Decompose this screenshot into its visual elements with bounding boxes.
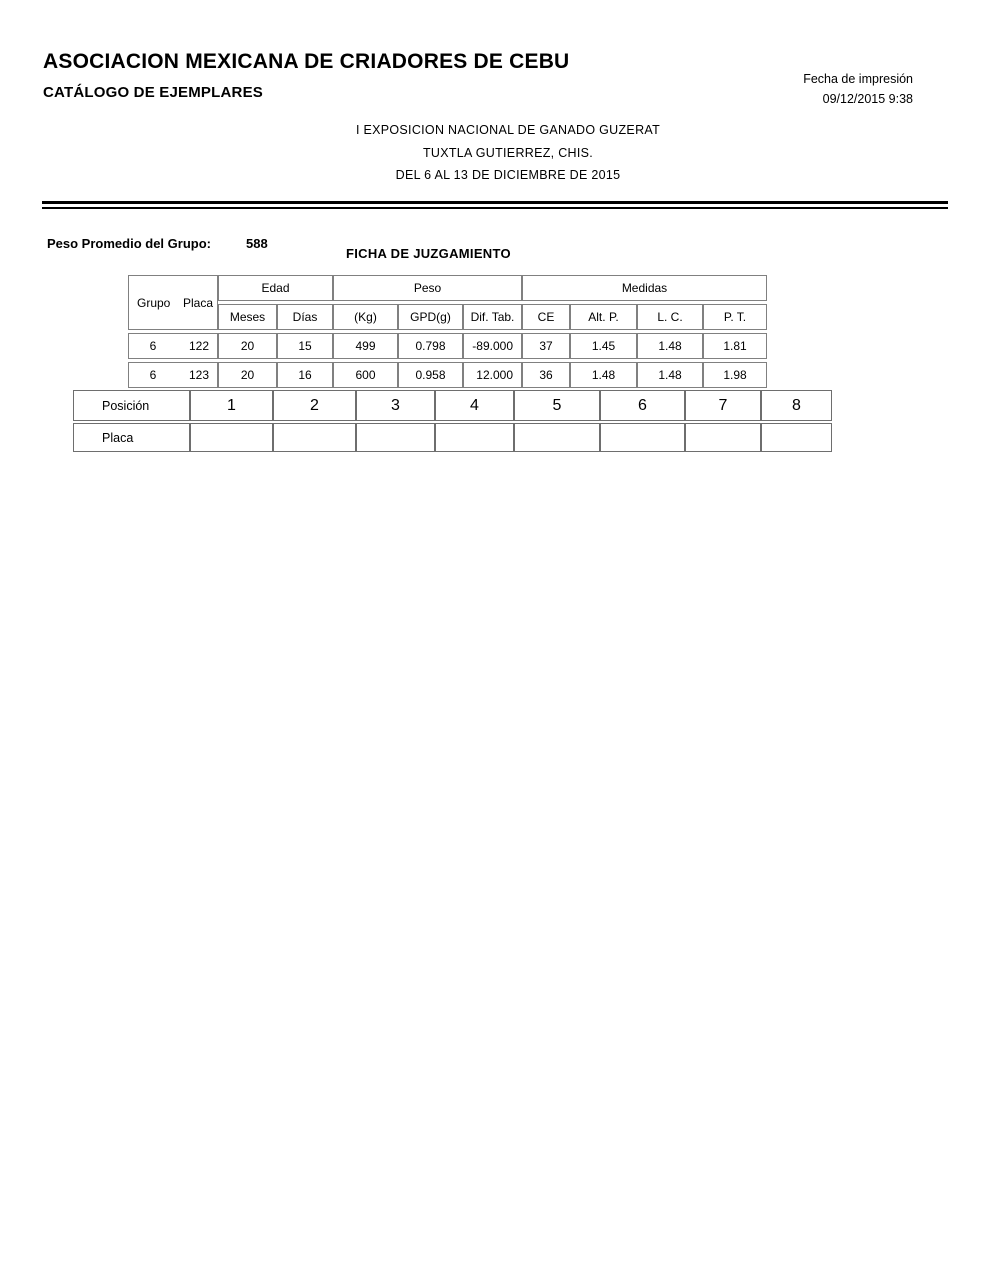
cell-ce: 37 (522, 333, 570, 359)
placa-entry-cell (514, 423, 600, 452)
cell-alt-p: 1.48 (570, 362, 637, 388)
table-row (128, 362, 767, 388)
cell-grupo-placa (128, 362, 218, 388)
header-ce: CE (522, 304, 570, 330)
cell-l-c: 1.48 (637, 362, 703, 388)
placa-row-label: Placa (73, 423, 190, 452)
placa-entry-cell (356, 423, 435, 452)
header-dif-tab: Dif. Tab. (463, 304, 522, 330)
event-info (26, 119, 990, 187)
page-title: ASOCIACION MEXICANA DE CRIADORES DE CEBU (43, 50, 570, 73)
judging-sheet-title: FICHA DE JUZGAMIENTO (346, 246, 511, 261)
positions-table (73, 388, 832, 454)
header-edad: Edad (218, 275, 333, 301)
cell-dias: 15 (277, 333, 333, 359)
print-date-label: Fecha de impresión (803, 72, 913, 86)
placa-entry-cell (600, 423, 685, 452)
cell-alt-p: 1.45 (570, 333, 637, 359)
cell-grupo-placa (128, 333, 218, 359)
header-grupo: Grupo (137, 295, 171, 310)
cell-meses: 20 (218, 362, 277, 388)
position-cell: 8 (761, 390, 832, 421)
event-dates: DEL 6 AL 13 DE DICIEMBRE DE 2015 (395, 168, 621, 182)
cell-p-t: 1.98 (703, 362, 767, 388)
position-cell: 5 (514, 390, 600, 421)
group-weight-label: Peso Promedio del Grupo: (47, 236, 211, 251)
cell-grupo: 6 (149, 339, 157, 353)
position-row (73, 390, 832, 421)
cell-p-t: 1.81 (703, 333, 767, 359)
cell-gpd: 0.798 (398, 333, 463, 359)
placa-row (73, 423, 832, 452)
event-name: I EXPOSICION NACIONAL DE GANADO GUZERAT (355, 123, 661, 137)
header-meses: Meses (218, 304, 277, 330)
header-alt-p: Alt. P. (570, 304, 637, 330)
header-gpd: GPD(g) (398, 304, 463, 330)
header-grupo-placa (128, 275, 218, 330)
cell-dif-tab: 12.000 (463, 362, 522, 388)
judging-table (128, 272, 767, 391)
cell-placa: 122 (188, 339, 209, 353)
placa-entry-cell (273, 423, 356, 452)
cell-ce: 36 (522, 362, 570, 388)
position-cell: 2 (273, 390, 356, 421)
page-subtitle: CATÁLOGO DE EJEMPLARES (43, 84, 263, 101)
position-cell: 4 (435, 390, 514, 421)
cell-dias: 16 (277, 362, 333, 388)
table-row (128, 333, 767, 359)
header-kg: (Kg) (333, 304, 398, 330)
group-weight-value: 588 (246, 236, 268, 251)
position-cell: 3 (356, 390, 435, 421)
judging-table-sub-header-row (128, 304, 767, 330)
placa-entry-cell (435, 423, 514, 452)
cell-l-c: 1.48 (637, 333, 703, 359)
cell-kg: 600 (333, 362, 398, 388)
header-medidas: Medidas (522, 275, 767, 301)
position-cell: 1 (190, 390, 273, 421)
placa-entry-cell (761, 423, 832, 452)
position-cell: 6 (600, 390, 685, 421)
print-date-value: 09/12/2015 9:38 (822, 92, 913, 106)
placa-entry-cell (685, 423, 761, 452)
event-location: TUXTLA GUTIERREZ, CHIS. (422, 145, 594, 160)
position-cell: 7 (685, 390, 761, 421)
cell-placa: 123 (188, 368, 209, 382)
placa-entry-cell (190, 423, 273, 452)
header-placa: Placa (182, 295, 213, 310)
cell-grupo: 6 (149, 368, 157, 382)
header-peso: Peso (333, 275, 522, 301)
print-info (803, 69, 913, 109)
position-row-label: Posición (73, 390, 190, 421)
cell-dif-tab: -89.000 (463, 333, 522, 359)
cell-gpd: 0.958 (398, 362, 463, 388)
header-p-t: P. T. (703, 304, 767, 330)
header-dias: Días (277, 304, 333, 330)
cell-kg: 499 (333, 333, 398, 359)
header-divider (42, 201, 948, 209)
judging-table-group-header-row (128, 275, 767, 301)
cell-meses: 20 (218, 333, 277, 359)
header-l-c: L. C. (637, 304, 703, 330)
